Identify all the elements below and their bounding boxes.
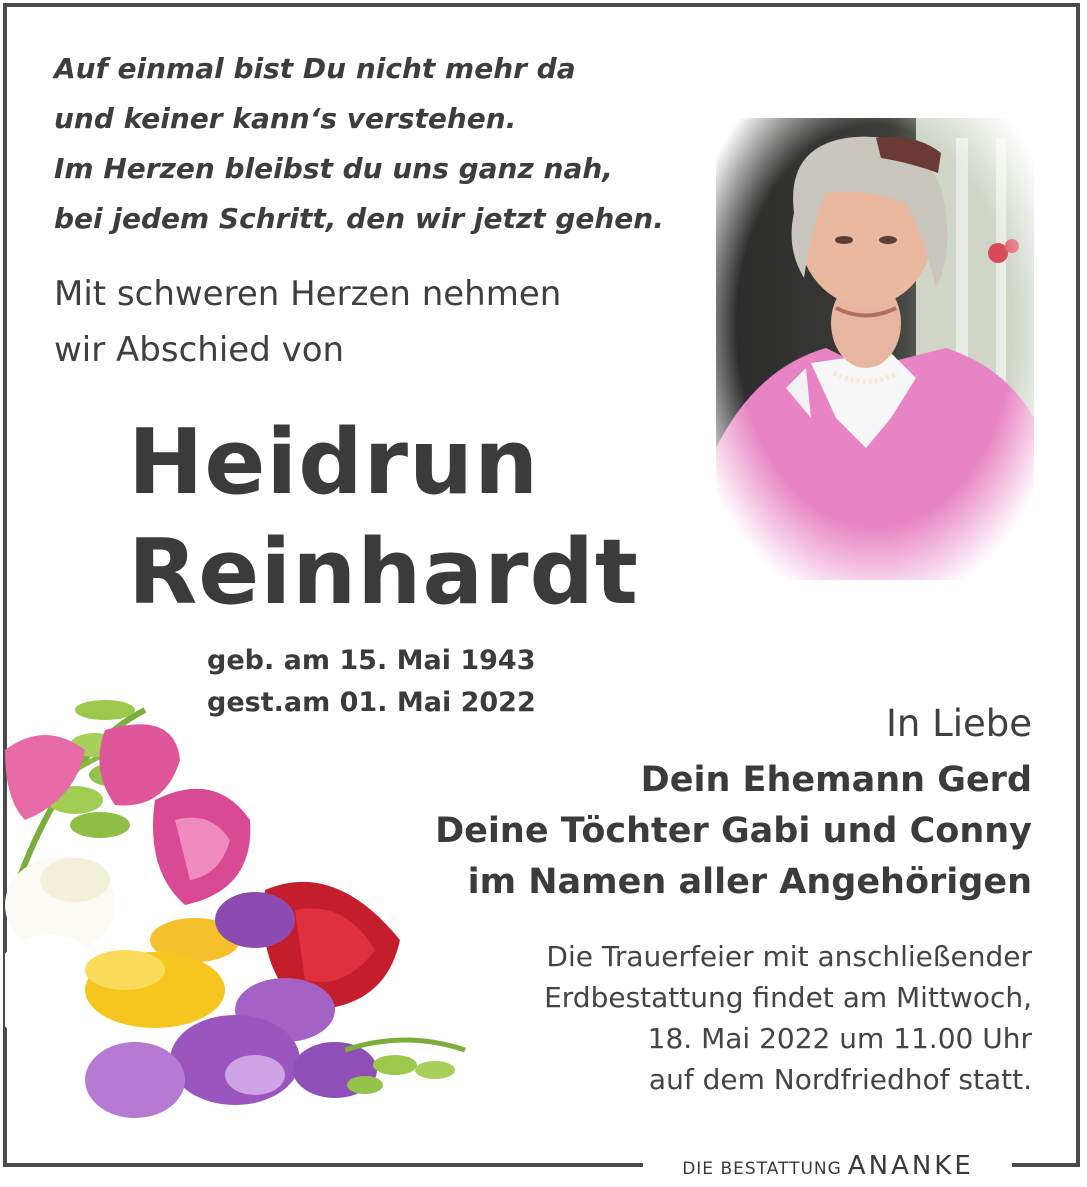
footer-rule-left [3,1163,643,1167]
service-line: Die Trauerfeier mit anschließender [546,940,1032,973]
service-line: auf dem Nordfriedhof statt. [648,1063,1032,1096]
funeral-home-label [648,1148,1008,1184]
birth-date: geb. am 15. Mai 1943 [207,645,536,676]
portrait-photo [716,118,1034,580]
death-date: gest.am 01. Mai 2022 [207,687,536,718]
service-info [544,936,1032,1100]
poem-line: und keiner kann‘s verstehen. [54,102,517,135]
poem [54,44,734,244]
intro-line: Mit schweren Herzen nehmen [54,274,562,314]
mourner-line: Dein Ehemann Gerd [640,760,1032,800]
in-love-label: In Liebe [885,702,1032,745]
flower-bouquet [5,690,475,1160]
poem-line: Im Herzen bleibst du uns ganz nah, [54,152,613,185]
first-name: Heidrun [128,410,540,515]
mourner-line: im Namen aller Angehörigen [467,862,1032,902]
poem-line: Auf einmal bist Du nicht mehr da [54,52,576,85]
intro-text [54,266,561,378]
intro-line: wir Abschied von [54,330,345,370]
mourners-list [435,755,1032,908]
funeral-home-brand: ANANKE [847,1151,974,1181]
service-line: Erdbestattung findet am Mittwoch, [544,981,1032,1014]
mourner-line: Deine Töchter Gabi und Conny [435,811,1032,851]
funeral-home-prefix: DIE BESTATTUNG [682,1159,842,1179]
last-name: Reinhardt [128,520,639,625]
poem-line: bei jedem Schritt, den wir jetzt gehen. [54,202,664,235]
footer-rule-right [1012,1163,1080,1167]
service-line: 18. Mai 2022 um 11.00 Uhr [647,1022,1032,1055]
